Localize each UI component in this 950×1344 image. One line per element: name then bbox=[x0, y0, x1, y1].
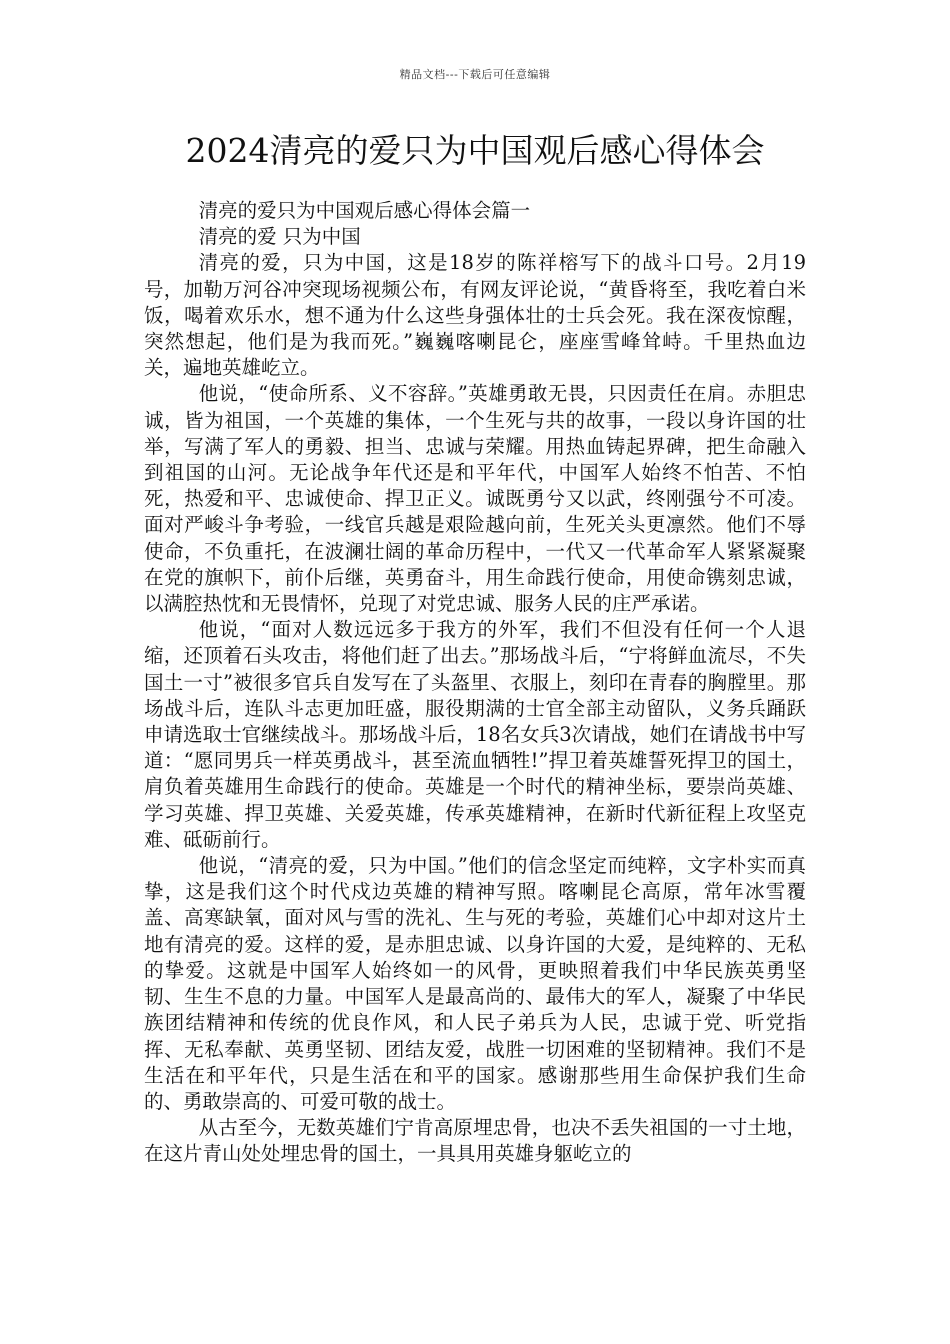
document-title: 2024清亮的爱只为中国观后感心得体会 bbox=[185, 131, 765, 170]
document-body bbox=[144, 198, 806, 1168]
paragraph: 他说，“使命所系、义不容辞。”英雄勇敢无畏，只因责任在肩。赤胆忠诚，皆为祖国，一个英雄的集体，一个生死与共的故事，一段以身许国的壮举，写满了军人的勇毅、担当、忠诚与荣耀。用热血铸起界碑，把生命融入到祖国的山河。无论战争年代还是和平年代，中国军人始终不怕苦、不怕死，热爱和平、忠诚使命、捍卫正义。诚既勇兮又以武，终刚强兮不可凌。面对严峻斗争考验，一线官兵越是艰险越向前，生死关头更凛然。他们不辱使命，不负重托，在波澜壮阔的革命历程中，一代又一代革命军人紧紧凝聚在党的旗帜下，前仆后继，英勇奋斗，用生命践行使命，用使命镌刻忠诚，以满腔热忱和无畏情怀，兑现了对党忠诚、服务人民的庄严承诺。 bbox=[144, 382, 806, 616]
header-note: 精品文档---下载后可任意编辑 bbox=[399, 68, 551, 81]
paragraph-section-heading: 清亮的爱只为中国观后感心得体会篇一 bbox=[198, 199, 531, 222]
paragraph: 他说，“清亮的爱，只为中国。”他们的信念坚定而纯粹，文字朴实而真挚，这是我们这个时代戍边英雄的精神写照。喀喇昆仑高原，常年冰雪覆盖、高寒缺氧，面对风与雪的洗礼、生与死的考验，英雄们心中却对这片土地有清亮的爱。这样的爱，是赤胆忠诚、以身许国的大爱，是纯粹的、无私的挚爱。这就是中国军人始终如一的风骨，更映照着我们中华民族英勇坚韧、生生不息的力量。中国军人是最高尚的、最伟大的军人，凝聚了中华民族团结精神和传统的优良作风，和人民子弟兵为人民，忠诚于党、听党指挥、无私奉献、英勇坚韧、团结友爱，战胜一切困难的坚韧精神。我们不是生活在和平年代，只是生活在和平的国家。感谢那些用生命保护我们生命的、勇敢崇高的、可爱可敬的战士。 bbox=[144, 854, 806, 1113]
paragraph-subheading: 清亮的爱 只为中国 bbox=[198, 225, 361, 249]
paragraph: 从古至今，无数英雄们宁肯高原埋忠骨，也决不丢失祖国的一寸土地，在这片青山处处埋忠骨的国土，一具具用英雄身躯屹立的 bbox=[144, 1116, 806, 1166]
paragraph: 他说，“面对人数远远多于我方的外军，我们不但没有任何一个人退缩，还顶着石头攻击，将他们赶了出去。”那场战斗后，“宁将鲜血流尽，不失国土一寸”被很多官兵自发写在了头盔里、衣服上，刻印在青春的胸膛里。那场战斗后，连队斗志更加旺盛，服役期满的士官全部主动留队，义务兵踊跃申请选取士官继续战斗。那场战斗后，18名女兵3次请战，她们在请战书中写道：“愿同男兵一样英勇战斗，甚至流血牺牲!”捍卫着英雄誓死捍卫的国土，肩负着英雄用生命践行的使命。英雄是一个时代的精神坐标，要崇尚英雄、学习英雄、捍卫英雄、关爱英雄，传承英雄精神，在新时代新征程上攻坚克难、砥砺前行。 bbox=[144, 618, 806, 851]
paragraph: 清亮的爱，只为中国，这是18岁的陈祥榕写下的战斗口号。2月19号，加勒万河谷冲突现场视频公布，有网友评论说，“黄昏将至，我吃着白米饭，喝着欢乐水，想不通为什么这些身强体壮的士兵会死。我在深夜惊醒，突然想起，他们是为我而死。”巍巍喀喇昆仑，座座雪峰耸峙。千里热血边关，遍地英雄屹立。 bbox=[144, 251, 806, 380]
